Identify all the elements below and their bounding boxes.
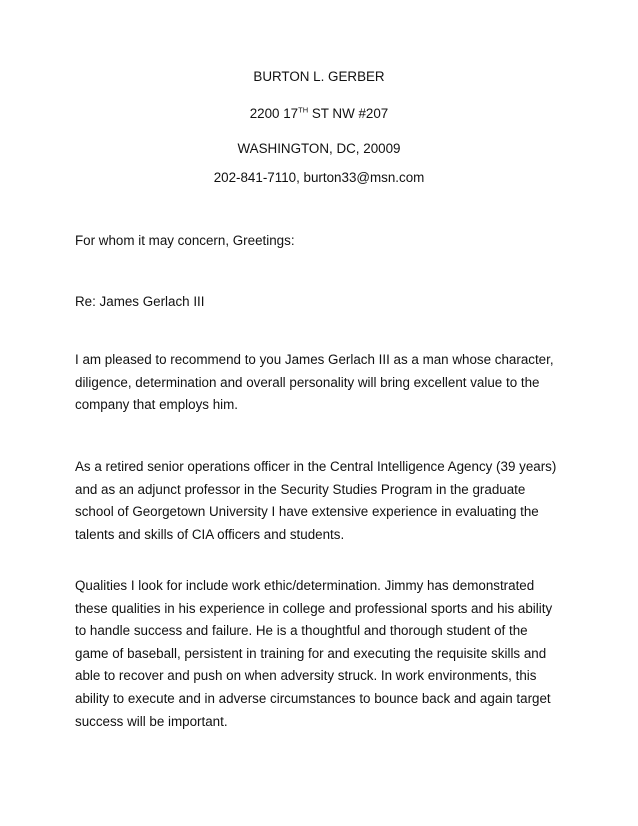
sender-city-line: WASHINGTON, DC, 20009 bbox=[237, 141, 401, 156]
paragraph-line: and as an adjunct professor in the Security Studies Program in the graduate bbox=[75, 481, 526, 497]
paragraph-line: Qualities I look for include work ethic/determination. Jimmy has demonstrated bbox=[75, 578, 535, 593]
address-number: 2200 17 bbox=[249, 106, 299, 121]
paragraph-line: these qualities in his experience in college and professional sports and his ability bbox=[75, 600, 553, 616]
paragraph-line: school of Georgetown University I have extensive experience in evaluating the bbox=[75, 504, 539, 520]
paragraph-line: talents and skills of CIA officers and students. bbox=[75, 526, 345, 542]
body-paragraph-3 bbox=[75, 575, 575, 733]
paragraph-line: ability to execute and in adverse circumstances to bounce back and again target bbox=[75, 690, 551, 706]
address-street: ST NW #207 bbox=[308, 106, 389, 121]
body-paragraph-1 bbox=[75, 349, 575, 417]
paragraph-line: game of baseball, persistent in training for and executing the requisite skills and bbox=[75, 645, 547, 661]
paragraph-line: diligence, determination and overall personality will bring excellent value to the bbox=[75, 374, 540, 390]
sender-contact-line: 202-841-7110, burton33@msn.com bbox=[213, 170, 425, 185]
paragraph-line: company that employs him. bbox=[75, 397, 238, 413]
paragraph-line: success will be important. bbox=[75, 713, 228, 729]
paragraph-line: I am pleased to recommend to you James Gerlach III as a man whose character, bbox=[75, 352, 554, 367]
body-paragraph-2 bbox=[75, 456, 575, 546]
salutation: For whom it may concern, Greetings: bbox=[75, 233, 295, 248]
paragraph-line: to handle success and failure. He is a thoughtful and thorough student of the bbox=[75, 623, 528, 639]
subject-line: Re: James Gerlach III bbox=[75, 294, 205, 309]
sender-name: BURTON L. GERBER bbox=[253, 69, 385, 84]
paragraph-line: As a retired senior operations officer in the Central Intelligence Agency (39 years) bbox=[75, 459, 557, 474]
sender-street-address bbox=[0, 106, 638, 121]
address-ordinal-suffix: TH bbox=[298, 105, 309, 115]
paragraph-line: able to recover and push on when adversity struck. In work environments, this bbox=[75, 668, 537, 684]
